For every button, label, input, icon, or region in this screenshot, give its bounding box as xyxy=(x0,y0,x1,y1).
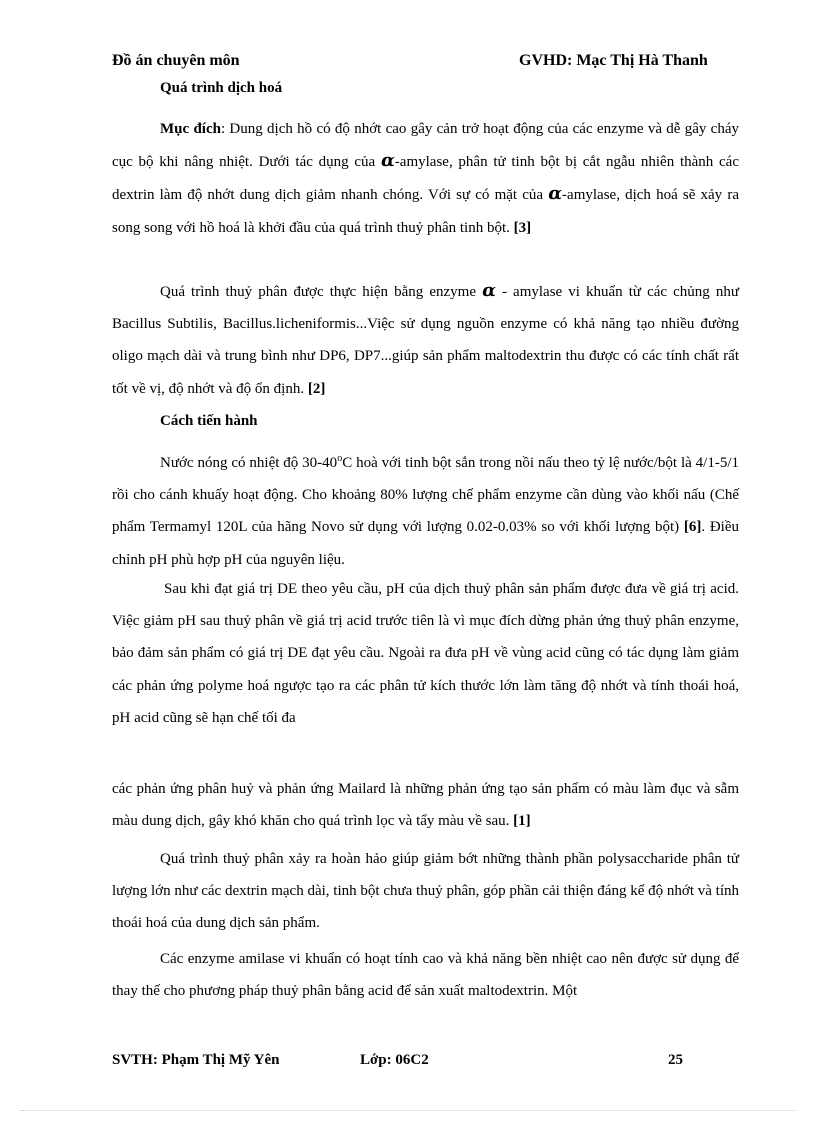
footer-class: Lớp: 06C2 xyxy=(360,1052,429,1068)
paragraph-text: : Dung dịch hồ có độ nhớt cao gây cản trở hoạt động của các enzyme và dễ gây cháy cục bộ khi nâng nhiệt. Dưới tác dụng của xyxy=(112,121,739,171)
paragraph-text: các phản ứng phân huỷ và phản ứng Mailard là những phản ứng tạo sản phẩm có màu làm đục và sẫm màu dung dịch, gây khó khăn cho quá trình lọc và tẩy màu về sau. xyxy=(112,781,739,830)
page-bottom-border xyxy=(20,1110,796,1111)
paragraph-bacterial-amylase: Các enzyme amilase vi khuẩn có hoạt tính cao và khả năng bền nhiệt cao nên được sử dụng để thay thế cho phương pháp thuỷ phân bằng acid để sản xuất maltodextrin. Một xyxy=(112,951,739,1000)
purpose-label: Mục đích xyxy=(160,121,221,137)
paragraph-procedure xyxy=(112,443,739,576)
paragraph-text: -amylase, dịch hoá sẽ xảy ra song song với hồ hoá là khởi đầu của quá trình thuỷ phân tinh bột. xyxy=(112,187,739,236)
paragraph-ph-adjustment: Sau khi đạt giá trị DE theo yêu cầu, pH của dịch thuỷ phân sản phẩm được đưa về giá trị acid. Việc giảm pH sau thuỷ phân về giá trị acid trước tiên là vì mục đích dừng phản ứng thuỷ phân enzyme, bảo đảm sản phẩm có giá trị DE đạt yêu cầu. Ngoài ra đưa pH về vùng acid cũng có tác dụng làm giảm các phản ứng polyme hoá ngược tạo ra các phân tử kích thước lớn làm tăng độ nhớt và tính thoái hoá, pH acid cũng sẽ hạn chế tối đa xyxy=(112,581,739,726)
paragraph-side-reactions xyxy=(112,773,739,837)
header-supervisor: GVHD: Mạc Thị Hà Thanh xyxy=(519,52,708,69)
degree-superscript: o xyxy=(337,453,343,464)
paragraph-hydrolysis-enzyme xyxy=(112,275,739,405)
paragraph-purpose xyxy=(112,113,739,244)
paragraph-text: -amylase, phân tử tinh bột bị cắt ngẫu nhiên thành các dextrin làm độ nhớt dung dịch giảm nhanh chóng. Với sự có mặt của xyxy=(112,154,740,204)
citation: [6] xyxy=(683,519,702,536)
paragraph-text: - amylase vi khuẩn từ các chủng như Bacillus Subtilis, Bacillus.licheniformis...Việc sử dụng nguồn enzyme có khả năng tạo nhiều đường oligo mạch dài và trung bình như DP6, DP7...giúp sản phẩm maltodextrin thu được có các tính chất rất tốt về vị, độ nhớt và độ ổn định. xyxy=(112,284,739,397)
citation: [1] xyxy=(513,813,531,830)
citation: [3] xyxy=(513,219,532,236)
paragraph-text: Quá trình thuỷ phân được thực hiện bằng enzyme xyxy=(160,284,483,300)
paragraph-complete-hydrolysis: Quá trình thuỷ phân xảy ra hoàn hảo giúp giảm bớt những thành phần polysaccharide phân tử lượng lớn như các dextrin mạch dài, tinh bột chưa thuỷ phân, góp phần cải thiện đáng kể độ nhớt và tính thoái hoá của dung dịch sản phẩm. xyxy=(112,851,739,932)
header-project-title: Đồ án chuyên môn xyxy=(112,52,240,69)
alpha-symbol: α xyxy=(482,280,496,301)
section-heading-procedure: Cách tiến hành xyxy=(160,413,258,429)
page-number: 25 xyxy=(668,1052,683,1068)
section-heading-liquefaction: Quá trình dịch hoá xyxy=(160,80,283,96)
alpha-symbol: α xyxy=(548,183,563,205)
alpha-symbol: α xyxy=(380,150,395,172)
citation: [2] xyxy=(307,380,326,397)
paragraph-text: C hoà với tinh bột sắn trong nồi nấu theo tỷ lệ nước/bột là 4/1-5/1 rồi cho cánh khuấy hoạt động. Cho khoảng 80% lượng chế phẩm enzyme cần dùng vào khối nấu (Chế phẩm Termamyl 120L của hãng Novo sử dụng với lượng 0.02-0.03% so với khối lượng bột) xyxy=(112,455,740,536)
paragraph-text: Nước nóng có nhiệt độ 30-40 xyxy=(160,455,338,471)
paragraph-text: . Điều chỉnh pH phù hợp pH của nguyên liệu. xyxy=(112,519,739,568)
footer-student: SVTH: Phạm Thị Mỹ Yên xyxy=(112,1052,280,1068)
